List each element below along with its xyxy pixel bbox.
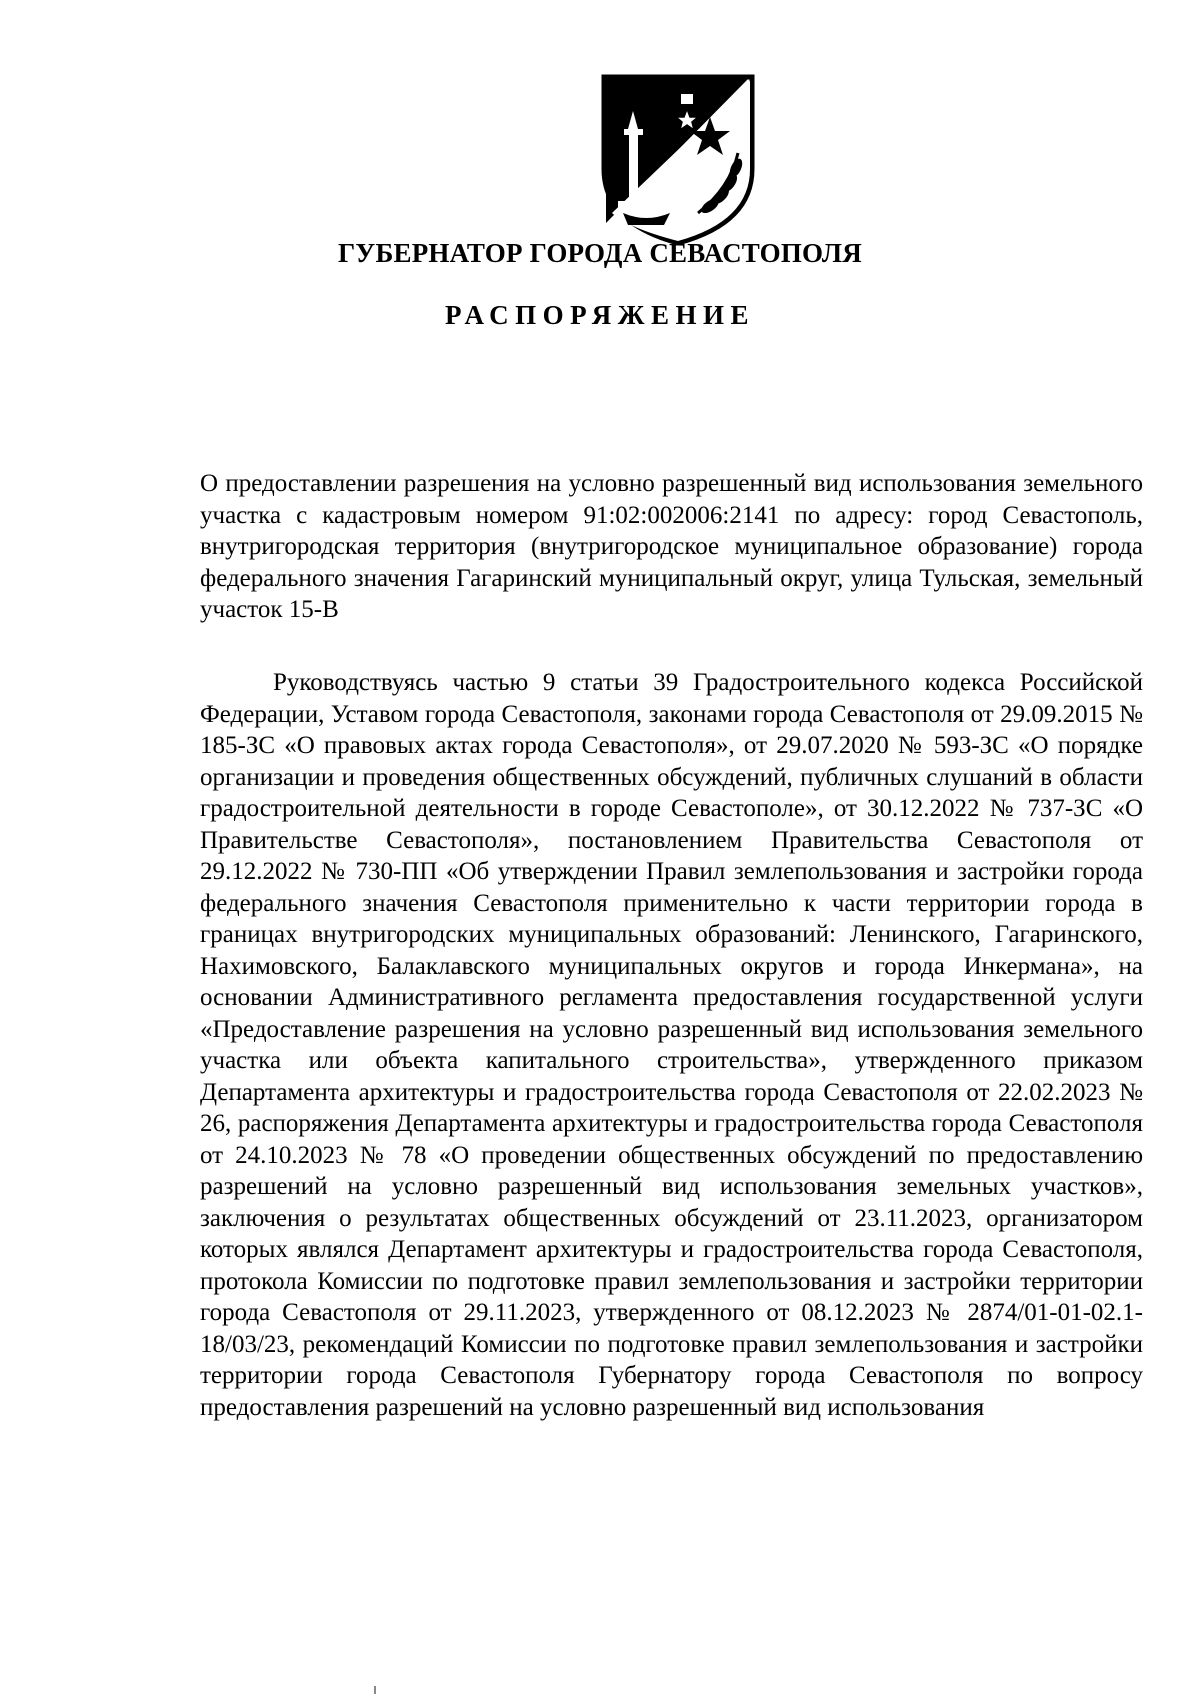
coat-of-arms-icon <box>598 73 758 245</box>
document-subject: О предоставлении разрешения на условно разрешенный вид использования земельного участка с кадастровым номером 91:02:002006:2141 по адресу: город Севастополь, внутригородская территория (внутригородское муниципальное образование) города федерального значения Гагаринский муниципальный округ, улица Тульская, земельный участок 15-В <box>200 470 1143 623</box>
scan-mark <box>374 1686 376 1694</box>
document-body-paragraph: Руководствуясь частью 9 статьи 39 Градостроительного кодекса Российской Федерации, Уставом города Севастополя, законами города Севастополя от 29.09.2015 № 185-ЗС «О правовых актах города Севастополя», от 29.07.2020 № 593-ЗС «О порядке организации и проведения общественных обсуждений, публичных слушаний в области градостроительной деятельности в городе Севастополе», от 30.12.2022 № 737-ЗС «О Правительстве Севастополя», постановлением Правительства Севастополя от 29.12.2022 № 730-ПП «Об утверждении Правил землепользования и застройки города федерального значения Севастополя применительно к части территории города в границах внутригородских муниципальных образований: Ленинского, Гагаринского, Нахимовского, Балаклавского муниципальных округов и города Инкермана», на основании Административного регламента предоставления государственной услуги «Предоставление разрешения на условно разрешенный вид использования земельного участка или объекта капитального строительства», утвержденного приказом Департамента архитектуры и градостроительства города Севастополя от 22.02.2023 № 26, распоряжения Департамента архитектуры и градостроительства города Севастополя от 24.10.2023 № 78 «О проведении общественных обсуждений по предоставлению разрешений на условно разрешенный вид использования земельных участков», заключения о результатах общественных обсуждений от 23.11.2023, организатором которых являлся Департамент архитектуры и градостроительства города Севастополя, протокола Комиссии по подготовке правил землепользования и застройки территории города Севастополя от 29.11.2023, утвержденного от 08.12.2023 № 2874/01-01-02.1-18/03/23, рекомендаций Комиссии по подготовке правил землепользования и застройки территории города Севастополя Губернатору города Севастополя по вопросу предоставления разрешений на условно разрешенный вид использования <box>200 669 1143 1421</box>
document-type-heading: РАСПОРЯЖЕНИЕ <box>444 300 756 330</box>
organization-heading: ГУБЕРНАТОР ГОРОДА СЕВАСТОПОЛЯ <box>338 238 862 268</box>
